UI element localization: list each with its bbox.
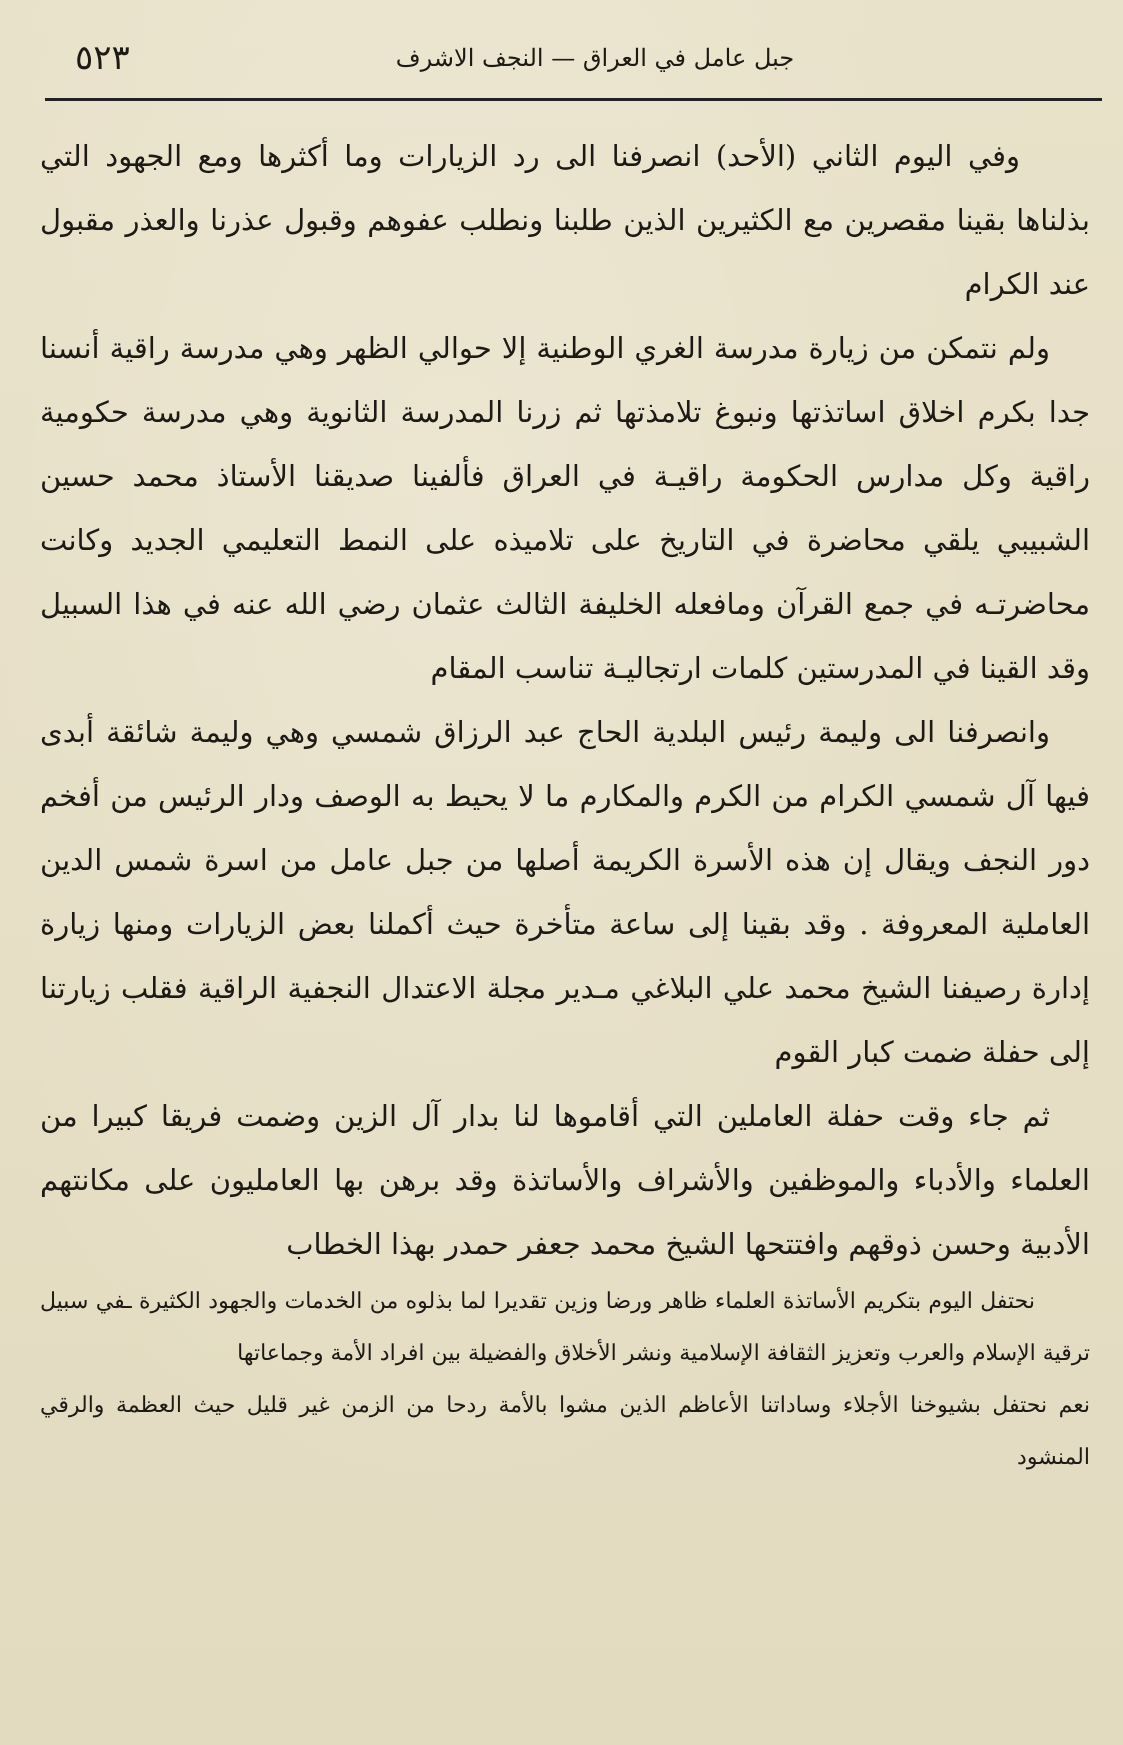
page-header bbox=[45, 30, 1105, 90]
page-number: ٥٢٣ bbox=[75, 38, 130, 78]
header-rule bbox=[45, 98, 1102, 101]
speech-paragraph: نعم نحتفل بشيوخنا الأجلاء وساداتنا الأعاظم الذين مشوا بالأمة ردحا من الزمن غير قليل حيث العظمة والرقي المنشود bbox=[40, 1393, 1090, 1470]
running-title: جبل عامل في العراق — النجف الاشرف bbox=[395, 44, 795, 72]
speech-paragraph: نحتفل اليوم بتكريم الأساتذة العلماء ظاهر ورضا وزين تقديرا لما بذلوه من الخدمات والجهود الكثيرة ـفي سبيل ترقية الإسلام والعرب وتعزيز الثقافة الإسلامية ونشر الأخلاق والفضيلة بين افراد الأمة وجماعاتها bbox=[40, 1289, 1090, 1366]
paragraph-schools: ولم نتمكن من زيارة مدرسة الغري الوطنية إلا حوالي الظهر وهي مدرسة راقية أنسنا جدا بكرم اخلاق اساتذتها ونبوغ تلامذتها ثم زرنا المدرسة الثانوية وهي مدرسة حكومية راقية وكل مدارس الحكومة راقيـة في العراق فألفينا صديقنا الأستاذ محمد حسين الشبيبي يلقي محاضرة في التاريخ على تلاميذه على النمط التعليمي الجديد وكانت محاضرتـه في جمع القرآن ومافعله الخليفة الثالث عثمان رضي الله عنه في هذا السبيل وقد القينا في المدرستين كلمات ارتجاليـة تناسب المقام bbox=[40, 331, 1091, 685]
paragraph-sunday-visits: وفي اليوم الثاني (الأحد) انصرفنا الى رد الزيارات وما أكثرها ومع الجهود التي بذلناها بقينا مقصرين مع الكثيرين الذين طلبنا ونطلب عفوهم وقبول عذرنا والعذر مقبول عند الكرام bbox=[40, 139, 1090, 301]
paragraph-amili-celebration: ثم جاء وقت حفلة العاملين التي أقاموها لنا بدار آل الزين وضمت فريقا كبيرا من العلماء والأدباء والموظفين والأشراف والأساتذة وقد برهن بها العامليون على مكانتهم الأدبية وحسن ذوقهم وافتتحها الشيخ محمد جعفر حمدر بهذا الخطاب bbox=[40, 1099, 1090, 1261]
body-text bbox=[40, 124, 1090, 1484]
paragraph-mayor-banquet: وانصرفنا الى وليمة رئيس البلدية الحاج عبد الرزاق شمسي وهي وليمة شائقة أبدى فيها آل شمسي الكرام من الكرم والمكارم ما لا يحيط به الوصف ودار الرئيس من أفخم دور النجف ويقال إن هذه الأسرة الكريمة أصلها من جبل عامل من اسرة شمس الدين العاملية المعروفة . وقد بقينا إلى ساعة متأخرة حيث أكملنا بعض الزيارات ومنها زيارة إدارة رصيفنا الشيخ محمد علي البلاغي مـدير مجلة الاعتدال النجفية الراقية فقلب زيارتنا إلى حفلة ضمت كبار القوم bbox=[40, 715, 1090, 1069]
